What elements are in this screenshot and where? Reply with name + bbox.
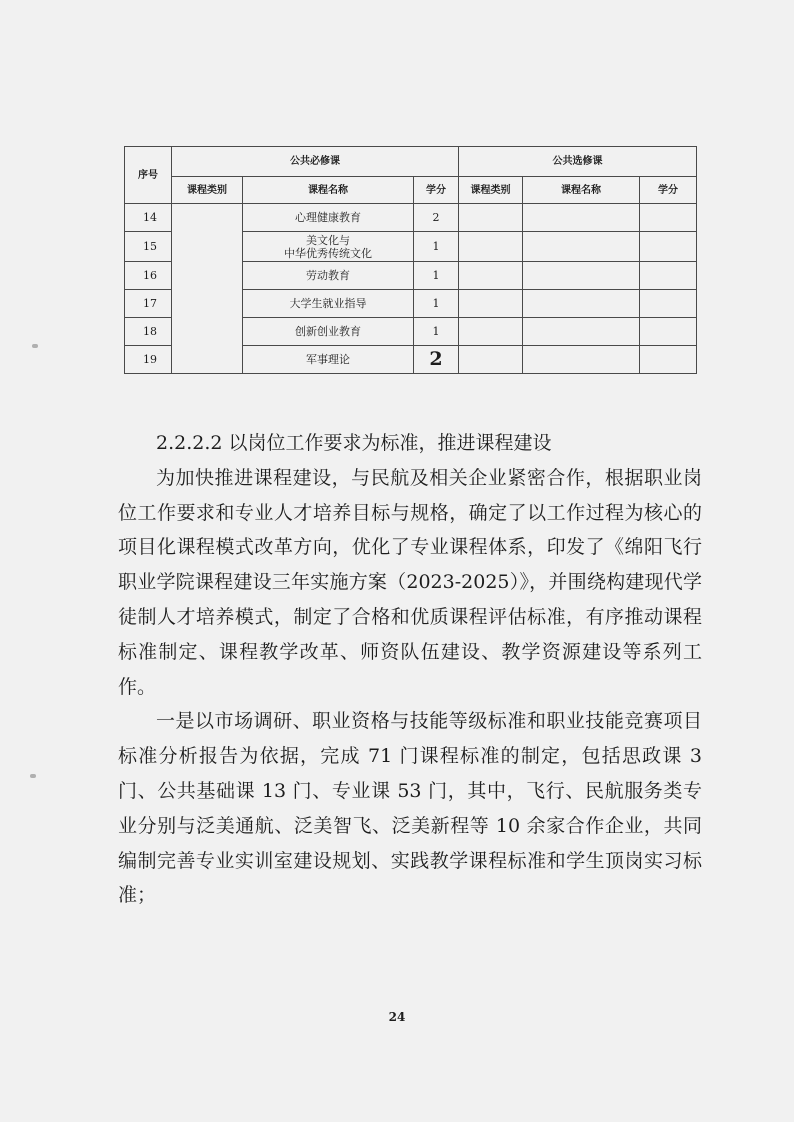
table-subheader-row [125, 177, 697, 204]
header-elective-category: 课程类别 [459, 177, 523, 204]
header-course-name: 课程名称 [243, 177, 414, 204]
row-credit: 2 [414, 346, 459, 374]
row-course-name: 大学生就业指导 [243, 290, 414, 318]
section-heading: 2.2.2.2 以岗位工作要求为标准，推进课程建设 [156, 432, 552, 454]
row-credit: 1 [414, 318, 459, 346]
header-seq: 序号 [125, 147, 172, 204]
row-course-name [243, 232, 414, 262]
header-required-group: 公共必修课 [172, 147, 459, 177]
elective-empty-cell [640, 290, 697, 318]
body-text [118, 426, 702, 913]
elective-empty-cell [459, 318, 523, 346]
row-credit: 1 [414, 262, 459, 290]
header-elective-credit: 学分 [640, 177, 697, 204]
row-seq: 17 [125, 290, 172, 318]
elective-empty-cell [523, 318, 640, 346]
row-course-name-line2: 中华优秀传统文化 [284, 246, 372, 260]
elective-empty-cell [523, 232, 640, 262]
elective-empty-cell [459, 346, 523, 374]
scan-mark [30, 774, 36, 778]
elective-empty-cell [640, 204, 697, 232]
row-seq: 16 [125, 262, 172, 290]
table-header-row [125, 147, 697, 177]
elective-empty-cell [523, 346, 640, 374]
row-course-name-line1: 美文化与 [306, 233, 350, 247]
row-credit: 1 [414, 290, 459, 318]
elective-empty-cell [459, 262, 523, 290]
row-seq: 19 [125, 346, 172, 374]
row-course-name: 创新创业教育 [243, 318, 414, 346]
row-course-name: 心理健康教育 [243, 204, 414, 232]
header-category: 课程类别 [172, 177, 243, 204]
paragraph: 一是以市场调研、职业资格与技能等级标准和职业技能竞赛项目标准分析报告为依据，完成 71 门课程标准的制定，包括思政课 3 门、公共基础课 13 门、专业课 53 门，其中，飞行、民航服务类专业分别与泛美通航、泛美智飞、泛美新程等 10 余家合作企业，共同编制完善专业实训室建设规划、实践教学课程标准和学生顶岗实习标准； [118, 710, 702, 907]
category-cell-empty [172, 204, 243, 374]
elective-empty-cell [459, 290, 523, 318]
row-seq: 14 [125, 204, 172, 232]
row-credit: 2 [414, 204, 459, 232]
elective-empty-cell [523, 290, 640, 318]
header-credit: 学分 [414, 177, 459, 204]
course-table [124, 146, 697, 374]
row-course-name: 劳动教育 [243, 262, 414, 290]
scan-mark [32, 344, 38, 348]
elective-empty-cell [459, 232, 523, 262]
row-seq: 18 [125, 318, 172, 346]
row-course-name: 军事理论 [243, 346, 414, 374]
elective-empty-cell [523, 204, 640, 232]
paragraph: 为加快推进课程建设，与民航及相关企业紧密合作，根据职业岗位工作要求和专业人才培养目标与规格，确定了以工作过程为核心的项目化课程模式改革方向，优化了专业课程体系，印发了《绵阳飞行职业学院课程建设三年实施方案（2023-2025）》，并围绕构建现代学徒制人才培养模式，制定了合格和优质课程评估标准，有序推动课程标准制定、课程教学改革、师资队伍建设、教学资源建设等系列工作。 [118, 466, 702, 698]
row-credit: 1 [414, 232, 459, 262]
table-row [125, 204, 697, 232]
elective-empty-cell [523, 262, 640, 290]
header-elective-group: 公共选修课 [459, 147, 697, 177]
elective-empty-cell [640, 232, 697, 262]
elective-empty-cell [640, 262, 697, 290]
elective-empty-cell [640, 346, 697, 374]
elective-empty-cell [459, 204, 523, 232]
header-elective-name: 课程名称 [523, 177, 640, 204]
page-number: 24 [388, 1010, 406, 1024]
elective-empty-cell [640, 318, 697, 346]
row-seq: 15 [125, 232, 172, 262]
